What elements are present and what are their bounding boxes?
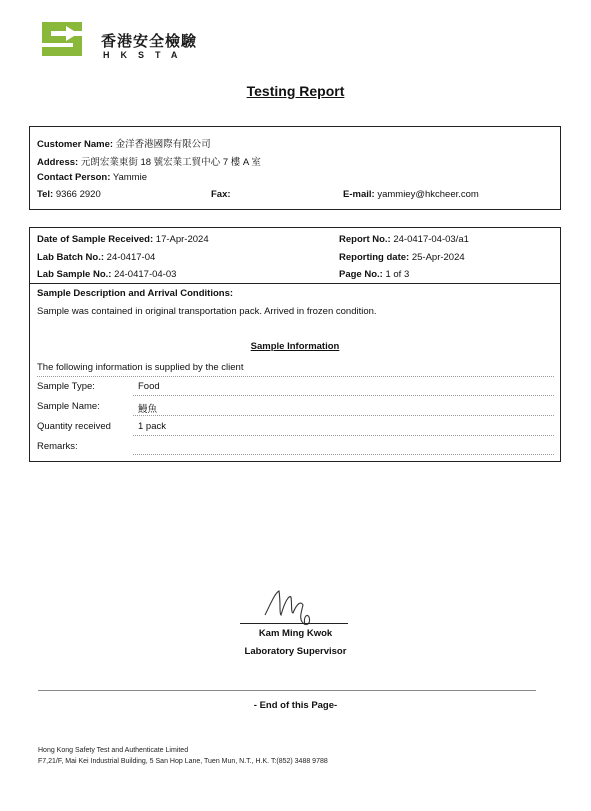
logo-chinese-name: 香港安全檢驗: [101, 33, 198, 50]
field-label: Quantity received: [37, 421, 111, 432]
tel-value: 9366 2920: [55, 189, 101, 200]
logo-english-name: HKSTA: [103, 50, 189, 60]
end-of-page-text: - End of this Page-: [253, 700, 338, 711]
dotted-rule: [133, 454, 554, 455]
batch-value: 24-0417-04: [106, 252, 156, 263]
report-title: Testing Report: [246, 83, 345, 99]
tel-label: Tel:: [37, 189, 54, 200]
reporting-date-value: 25-Apr-2024: [411, 252, 465, 263]
date-received-value: 17-Apr-2024: [155, 234, 209, 245]
field-value: Food: [138, 381, 160, 392]
field-label: Remarks:: [37, 441, 78, 452]
hksta-logo-icon: [38, 18, 94, 60]
description-text: Sample was contained in original transportation pack. Arrived in frozen condition.: [37, 306, 377, 317]
description-heading: Sample Description and Arrival Conditions:: [37, 288, 234, 299]
dotted-rule: [133, 435, 554, 436]
batch-label: Lab Batch No.:: [37, 252, 105, 263]
report-no-value: 24-0417-04-03/a1: [393, 234, 469, 245]
field-label: Sample Type:: [37, 381, 95, 392]
customer-name-label: Customer Name:: [37, 139, 114, 150]
customer-name-value: 金洋香港國際有限公司: [115, 139, 211, 150]
divider: [30, 283, 560, 284]
reporting-date-label: Reporting date:: [339, 252, 410, 263]
address-value: 元朗宏業東街 18 號宏業工貿中心 7 樓 A 室: [80, 157, 261, 168]
page-no-label: Page No.:: [339, 269, 383, 280]
field-value: 鰻魚: [138, 404, 158, 415]
contact-value: Yammie: [112, 172, 147, 183]
email-label: E-mail:: [343, 189, 375, 200]
address-label: Address:: [37, 157, 79, 168]
customer-info-box: [29, 126, 561, 210]
sample-info-box: [29, 227, 561, 462]
lab-sample-label: Lab Sample No.:: [37, 269, 112, 280]
contact-label: Contact Person:: [37, 172, 111, 183]
report-no-label: Report No.:: [339, 234, 391, 245]
signer-title: Laboratory Supervisor: [244, 646, 347, 657]
lab-sample-value: 24-0417-04-03: [114, 269, 177, 280]
field-label: Sample Name:: [37, 401, 100, 412]
signature-line: [240, 623, 348, 624]
page-no-value: 1 of 3: [385, 269, 410, 280]
sample-information-title: Sample Information: [250, 341, 340, 352]
dotted-rule: [133, 415, 554, 416]
fax-label: Fax:: [211, 189, 231, 200]
supplied-note: The following information is supplied by the client: [37, 362, 244, 373]
signature-scribble: [237, 583, 347, 633]
end-divider: [38, 690, 536, 691]
dotted-rule: [37, 376, 554, 377]
dotted-rule: [133, 395, 554, 396]
footer-company: Hong Kong Safety Test and Authenticate Limited: [38, 747, 189, 754]
footer-address: F7,21/F, Mai Kei Industrial Building, 5 San Hop Lane, Tuen Mun, N.T., H.K. T:(852) 3488 9788: [38, 758, 328, 765]
signer-name: Kam Ming Kwok: [258, 628, 333, 639]
field-value: 1 pack: [138, 421, 166, 432]
date-received-label: Date of Sample Received:: [37, 234, 154, 245]
email-value: yammiey@hkcheer.com: [377, 189, 479, 200]
